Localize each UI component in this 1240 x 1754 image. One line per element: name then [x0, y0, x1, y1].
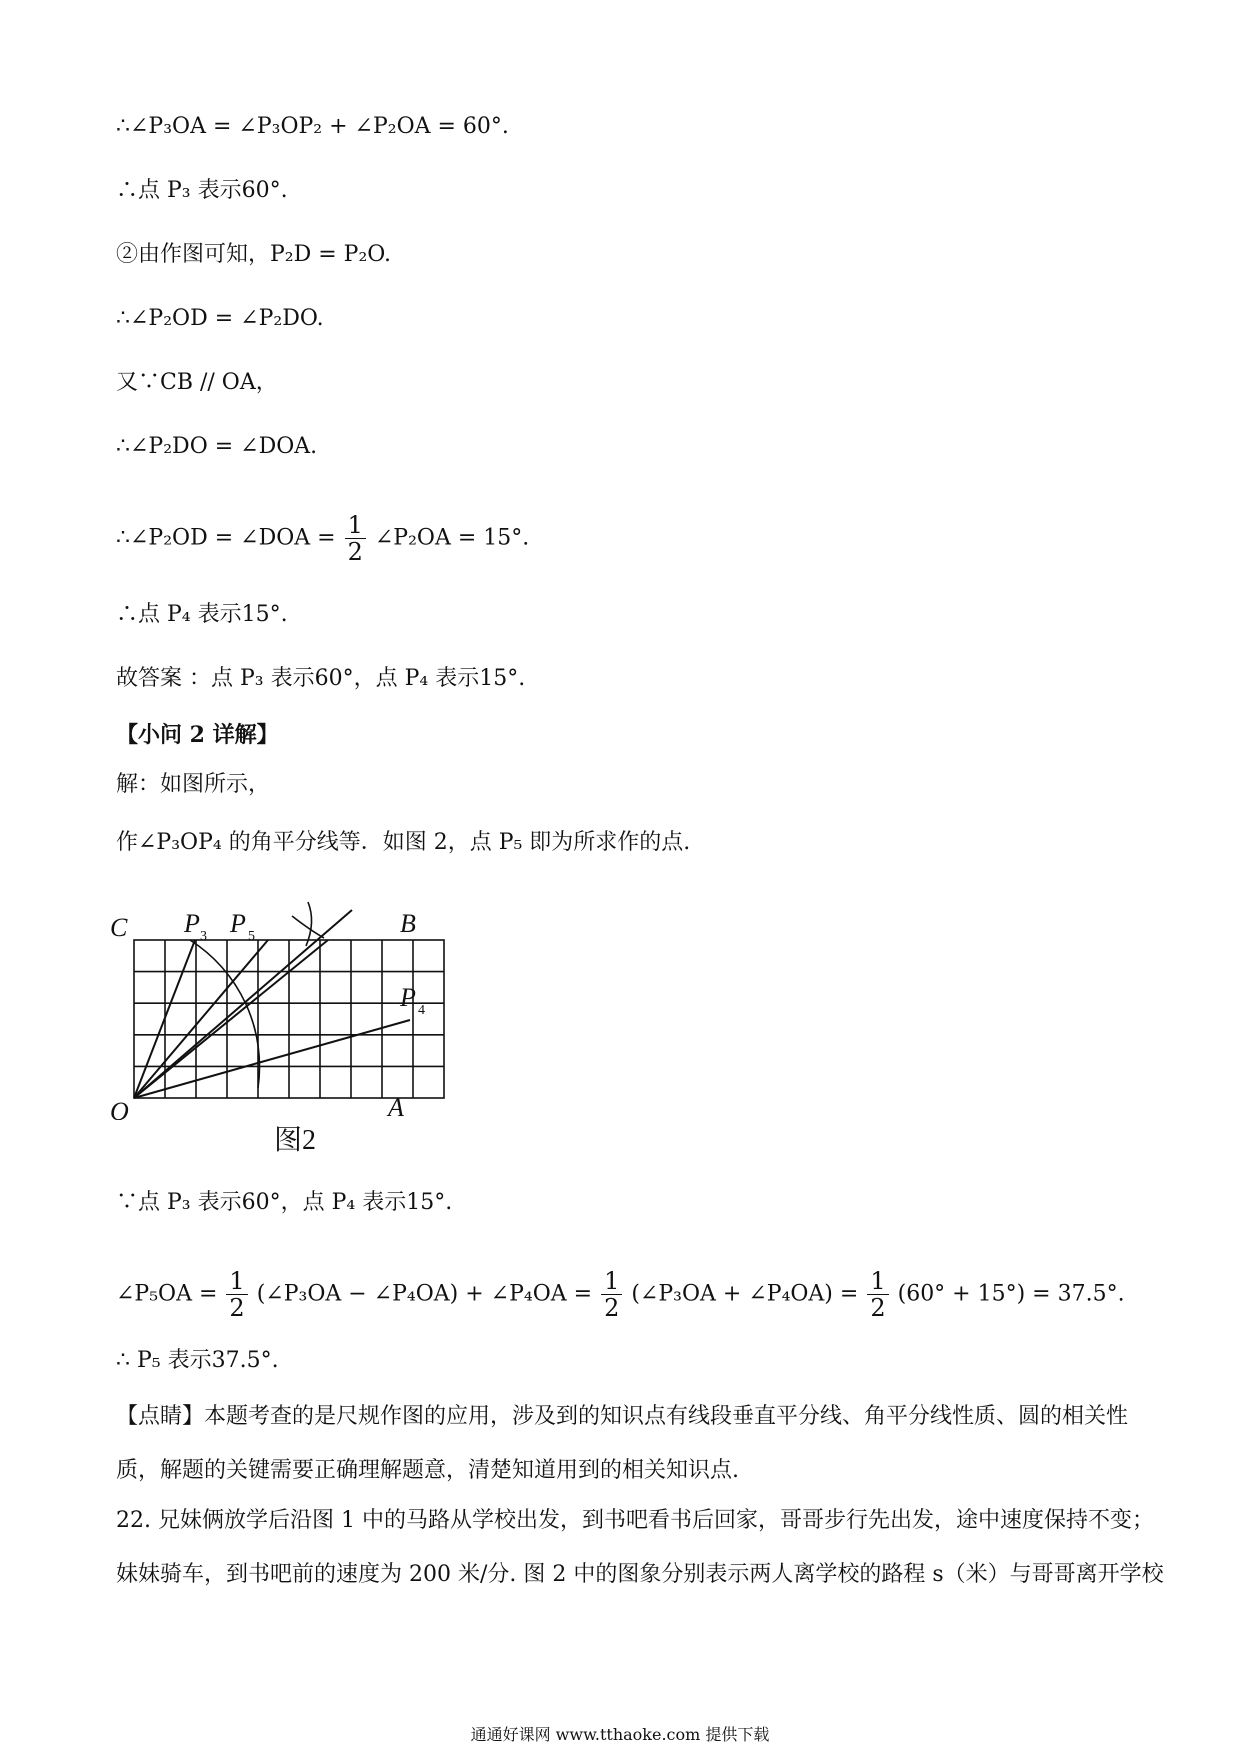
calc-part-b: (∠P₃OA − ∠P₄OA) + ∠P₄OA =	[256, 1281, 593, 1307]
calc-part-c: (∠P₃OA + ∠P₄OA) =	[631, 1281, 859, 1307]
label-P3: P	[184, 909, 200, 938]
figure-2-grid-diagram	[110, 880, 490, 1120]
question-22-line-1: 22. 兄妹俩放学后沿图 1 中的马路从学校出发，到书吧看书后回家，哥哥步行先出发，途中速度保持不变；	[116, 1508, 1154, 1533]
label-O: O	[110, 1097, 129, 1120]
label-P4: P	[400, 983, 416, 1012]
line-p3-60: ∴点 P₃ 表示60°.	[116, 178, 288, 203]
line-p2do-doa: ∴∠P₂DO = ∠DOA.	[116, 434, 318, 459]
line-p4-15: ∴点 P₄ 表示15°.	[116, 602, 288, 627]
rays-from-O	[134, 910, 410, 1098]
line-given: ∵点 P₃ 表示60°，点 P₄ 表示15°.	[116, 1190, 453, 1215]
intersect-arc-1	[292, 916, 324, 938]
label-P4-sub: 4	[418, 1003, 425, 1018]
ray-OP2	[134, 940, 328, 1098]
ray-OP5	[134, 940, 268, 1098]
comment-line-1: 【点睛】本题考查的是尺规作图的应用，涉及到的知识点有线段垂直平分线、角平分线性质、圆的相关性	[116, 1404, 1129, 1429]
fraction-half-1: $\frac{1}{2}$	[226, 1268, 247, 1321]
line-construct: 作∠P₃OP₄ 的角平分线等．如图 2，点 P₅ 即为所求作的点.	[116, 830, 691, 855]
line-p5-calc	[116, 1268, 1125, 1321]
label-A: A	[388, 1093, 404, 1120]
line-angle-eq: ∴∠P₂OD = ∠P₂DO.	[116, 306, 324, 331]
figure-caption: 图2	[274, 1125, 317, 1156]
label-P3-sub: 3	[200, 929, 207, 944]
label-P5: P	[230, 909, 246, 938]
label-C: C	[110, 913, 128, 942]
line-solution-intro: 解：如图所示，	[116, 772, 271, 797]
line-parallel: 又∵CB // OA，	[116, 370, 278, 395]
fraction-half: $\frac{1}{2}$	[345, 512, 366, 565]
fraction-half-3: $\frac{1}{2}$	[867, 1268, 888, 1321]
line-p5-result: ∴ P₅ 表示37.5°.	[116, 1348, 279, 1373]
line-p2d-p2o: ②由作图可知，P₂D = P₂O.	[116, 242, 392, 267]
line-answer: 故答案 ：点 P₃ 表示60°，点 P₄ 表示15°.	[116, 666, 526, 691]
half-angle-right: ∠P₂OA = 15°.	[374, 525, 530, 551]
comment-line-2: 质，解题的关键需要正确理解题意，清楚知道用到的相关知识点.	[116, 1458, 739, 1483]
line-p3oa: ∴∠P₃OA = ∠P₃OP₂ + ∠P₂OA = 60°.	[116, 114, 509, 139]
footer-source: 通通好课网 www.tthaoke.com 提供下载	[470, 1725, 770, 1744]
ray-OP4	[134, 1020, 410, 1098]
line-half-angle	[116, 512, 529, 565]
label-P5-sub: 5	[248, 929, 255, 944]
fraction-half-2: $\frac{1}{2}$	[601, 1268, 622, 1321]
calc-part-a: ∠P₅OA =	[116, 1281, 218, 1307]
question-22-line-2: 妹妹骑车，到书吧前的速度为 200 米/分. 图 2 中的图象分别表示两人离学校的路程 s（米）与哥哥离开学校	[116, 1562, 1164, 1587]
section-heading: 【小问 2 详解】	[116, 722, 279, 748]
label-B: B	[400, 909, 416, 938]
half-angle-left: ∴∠P₂OD = ∠DOA =	[116, 525, 336, 551]
calc-part-d: (60° + 15°) = 37.5°.	[897, 1281, 1125, 1307]
